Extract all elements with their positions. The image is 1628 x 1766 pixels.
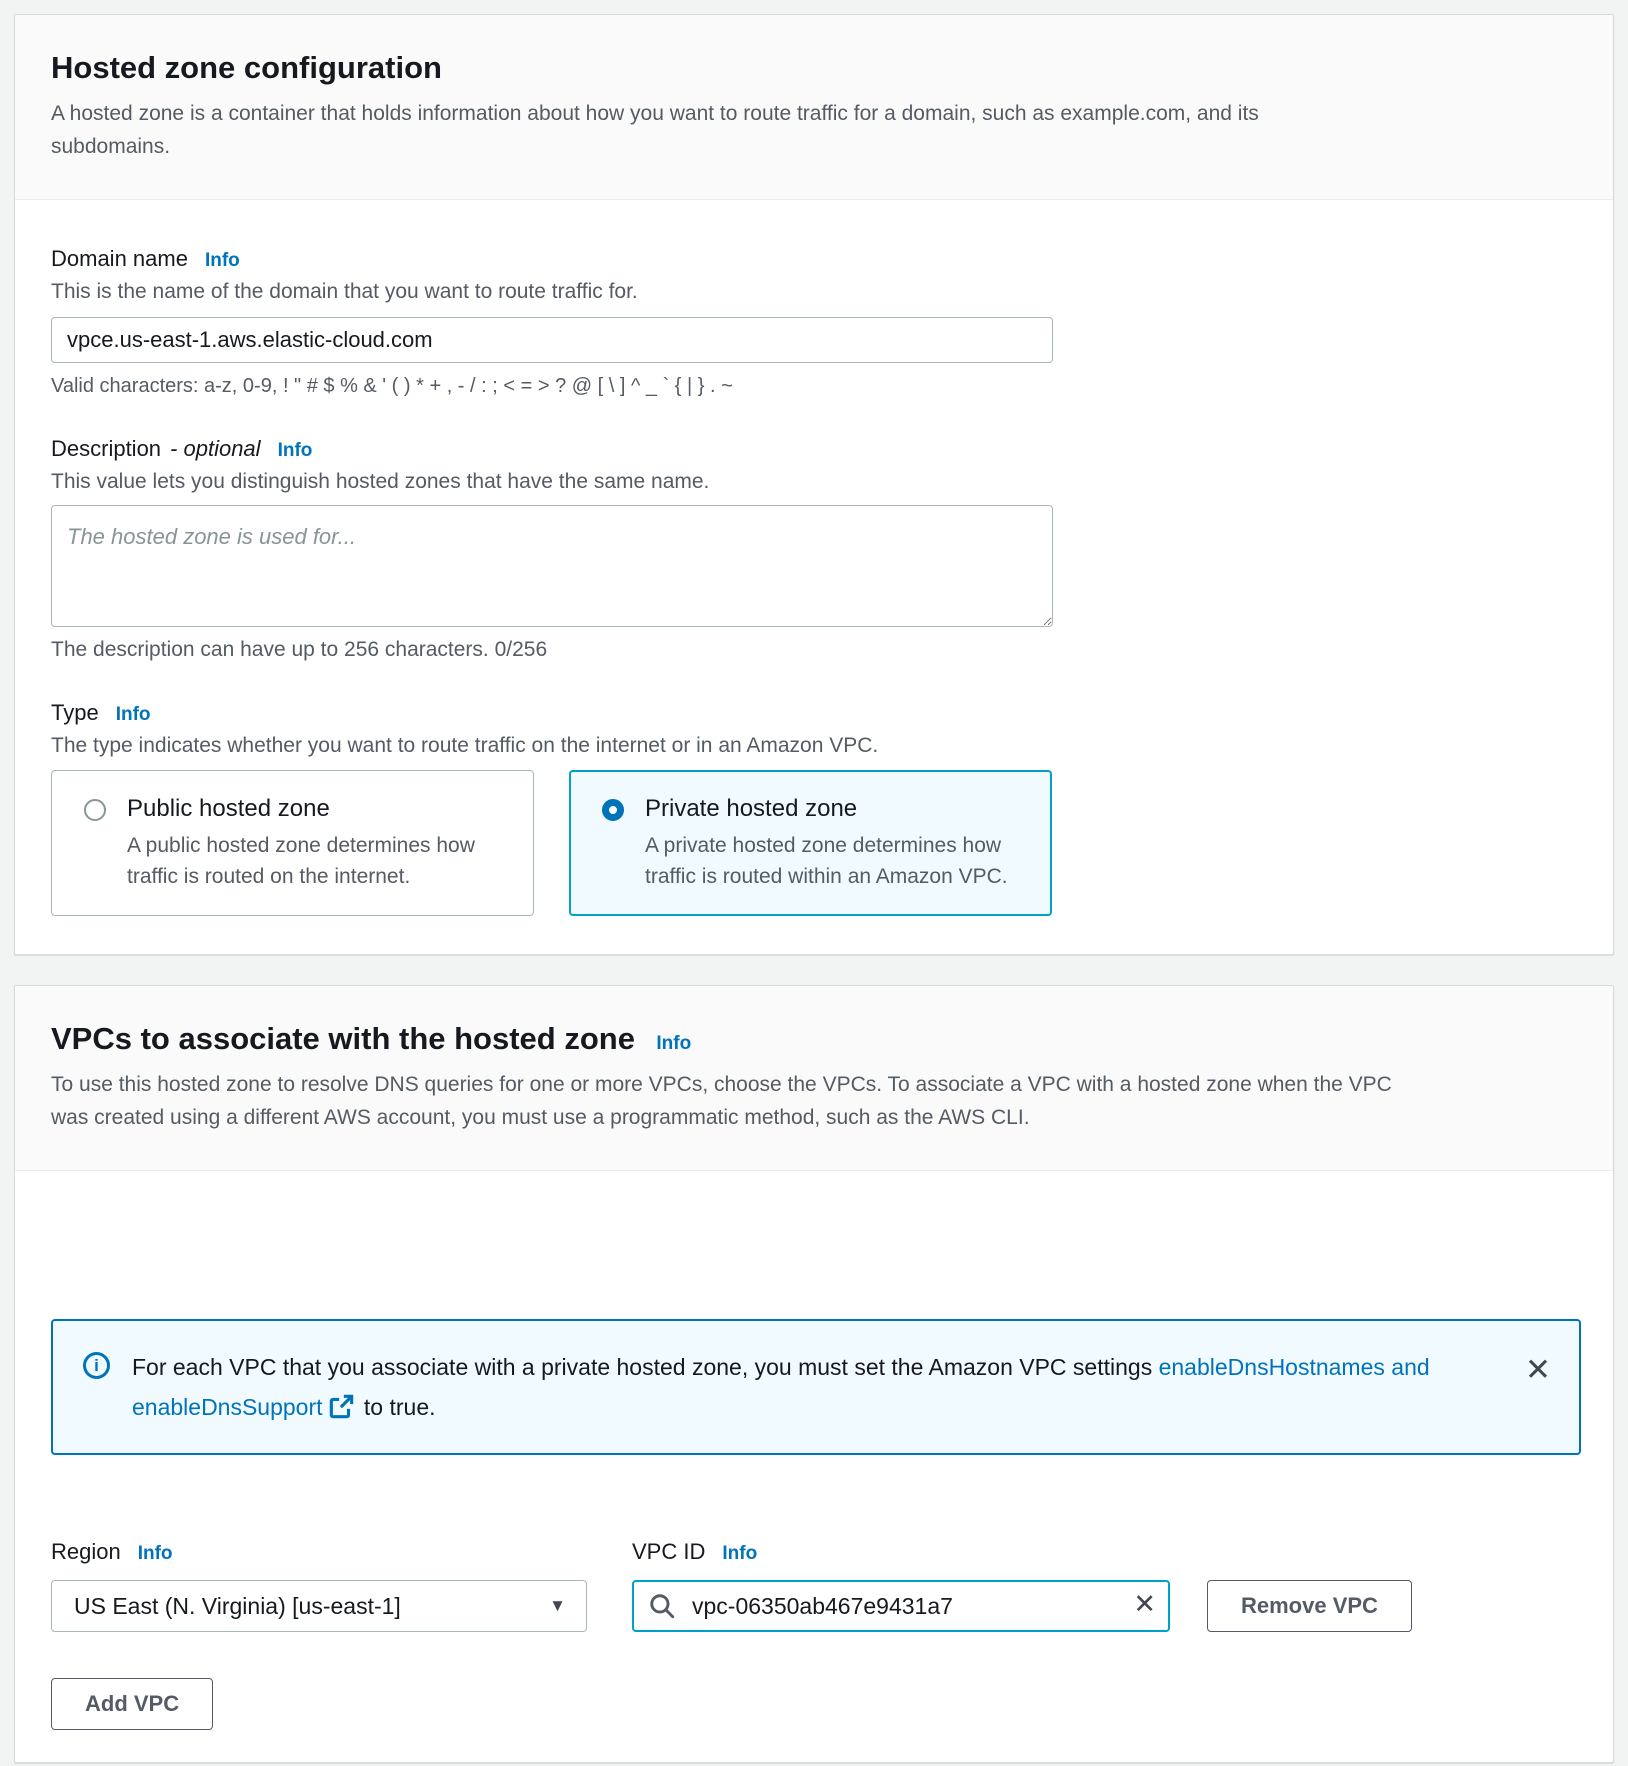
description-textarea[interactable] (51, 505, 1053, 627)
vpc-card-description: To use this hosted zone to resolve DNS queries for one or more VPCs, choose the VPCs. To associate a VPC with a hosted zone when the VPC was created using a different AWS account, you must use a programmatic method, such as the AWS CLI. (51, 1073, 1392, 1129)
description-optional-label: - optional (170, 436, 261, 461)
vpc-id-input[interactable] (632, 1580, 1170, 1632)
description-field-description: This value lets you distinguish hosted zones that have the same name. (51, 470, 710, 493)
remove-vpc-button[interactable]: Remove VPC (1207, 1580, 1412, 1632)
vpc-card-header (15, 986, 1613, 1171)
vpc-id-info-link[interactable]: Info (722, 1543, 758, 1564)
chevron-down-icon: ▼ (549, 1596, 566, 1615)
vpcs-to-associate-card (14, 985, 1614, 1763)
description-field (51, 436, 1577, 662)
domain-name-label: Domain name (51, 246, 188, 271)
region-info-link[interactable]: Info (137, 1543, 173, 1564)
region-column (51, 1539, 587, 1632)
private-hosted-zone-description: A private hosted zone determines how traffic is routed within an Amazon VPC. (645, 834, 1008, 888)
vpc-id-label: VPC ID (632, 1539, 706, 1564)
domain-name-constraint: Valid characters: a-z, 0-9, ! " # $ % & ' ( ) * + , - / : ; < = > ? @ [ \ ] ^ _ ` { | } . ~ (51, 375, 733, 397)
public-hosted-zone-title: Public hosted zone (127, 795, 330, 822)
banner-text-before-link: For each VPC that you associate with a private hosted zone, you must set the Amazon VPC settings (132, 1354, 1153, 1380)
radio-selected-icon[interactable] (602, 799, 624, 821)
hosted-zone-card-body (15, 200, 1613, 954)
type-description: The type indicates whether you want to route traffic on the internet or in an Amazon VPC. (51, 734, 879, 757)
domain-name-description: This is the name of the domain that you want to route traffic for. (51, 280, 638, 303)
domain-name-field (51, 246, 1577, 398)
vpc-card-info-link[interactable]: Info (656, 1033, 692, 1054)
public-hosted-zone-description: A public hosted zone determines how traffic is routed on the internet. (127, 834, 475, 888)
type-label: Type (51, 700, 99, 725)
vpc-id-column (632, 1539, 1170, 1632)
close-icon[interactable]: ✕ (1525, 1352, 1551, 1387)
external-link-icon (329, 1394, 354, 1419)
domain-name-info-link[interactable]: Info (204, 250, 240, 271)
region-label: Region (51, 1539, 121, 1564)
radio-tile-private-hosted-zone[interactable] (569, 770, 1052, 916)
enable-dns-link[interactable]: enableDnsHostnames and enableDnsSupport (132, 1354, 1430, 1420)
add-vpc-button[interactable]: Add VPC (51, 1678, 213, 1730)
clear-icon[interactable]: ✕ (1133, 1589, 1156, 1619)
vpc-card-title: VPCs to associate with the hosted zone (51, 1021, 635, 1056)
banner-text-after-link: to true. (363, 1394, 436, 1420)
hosted-zone-card-title: Hosted zone configuration (51, 50, 442, 85)
private-hosted-zone-title: Private hosted zone (645, 795, 858, 822)
info-icon: i (83, 1352, 110, 1379)
region-select[interactable] (51, 1580, 587, 1632)
domain-name-input[interactable] (51, 317, 1053, 363)
search-icon (649, 1593, 675, 1619)
vpc-association-row (51, 1539, 1577, 1632)
type-info-link[interactable]: Info (115, 704, 151, 725)
type-radio-group (51, 770, 1577, 916)
description-helper-text: The description can have up to 256 characters. 0/256 (51, 638, 548, 661)
hosted-zone-configuration-card (14, 14, 1614, 955)
radio-tile-public-hosted-zone[interactable] (51, 770, 534, 916)
type-field (51, 700, 1577, 916)
description-label: Description (51, 436, 162, 461)
hosted-zone-card-description: A hosted zone is a container that holds information about how you want to route traffic for a domain, such as example.com, and its subdomains. (51, 102, 1259, 158)
vpc-settings-info-banner (51, 1319, 1581, 1455)
banner-text (132, 1347, 1462, 1427)
description-info-link[interactable]: Info (277, 440, 313, 461)
vpc-card-body (15, 1319, 1613, 1762)
region-selected-value: US East (N. Virginia) [us-east-1] (74, 1592, 401, 1619)
radio-unselected-icon[interactable] (84, 799, 106, 821)
hosted-zone-card-header (15, 15, 1613, 200)
